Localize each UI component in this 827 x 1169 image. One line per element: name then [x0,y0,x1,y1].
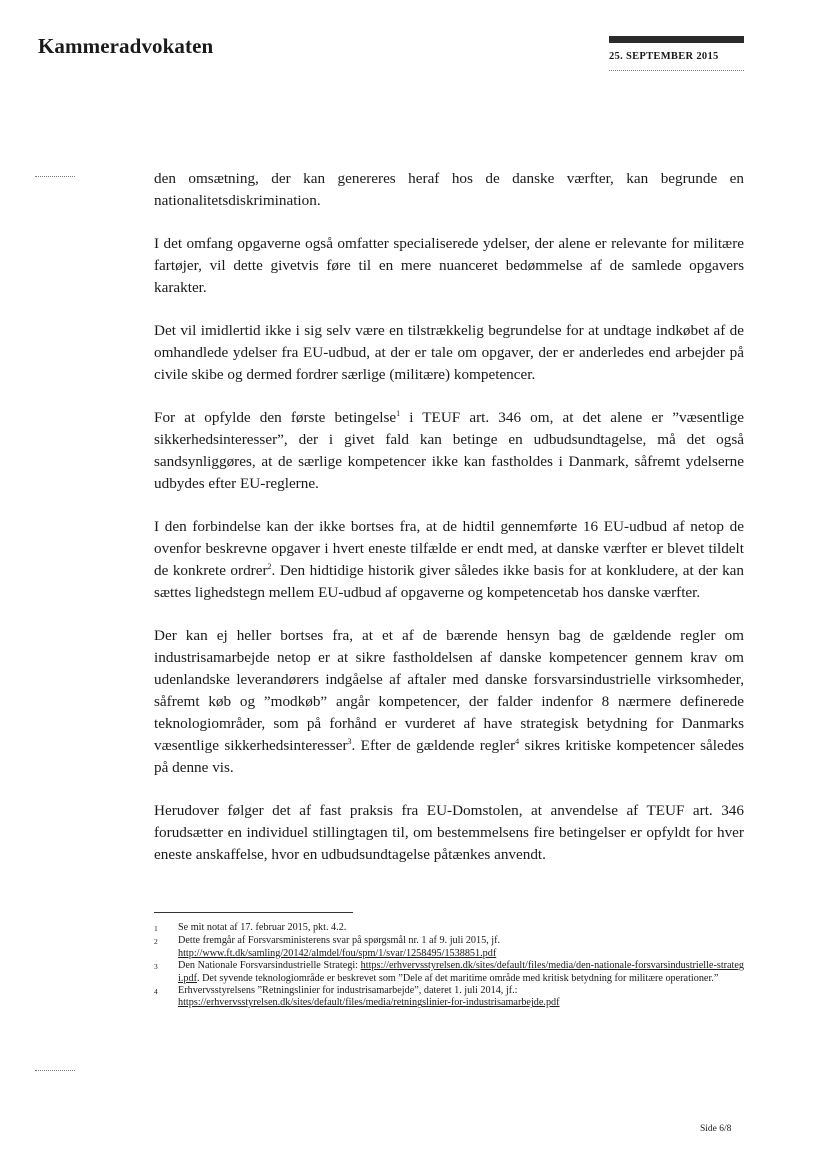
footnote-ref-3[interactable]: 3 [347,736,352,746]
footnote-1 [154,922,744,935]
page-number: Side 6/8 [700,1124,732,1134]
header-bar [609,36,744,43]
margin-mark-bottom [35,1070,75,1071]
footnote-ref-2[interactable]: 2 [267,561,272,571]
margin-mark-top [35,176,75,177]
firm-logo: Kammeradvokaten [38,34,214,58]
paragraph-4 [154,407,744,495]
footnote-text: Se mit notat af 17. februar 2015, pkt. 4.2. [178,922,347,933]
date-divider [609,70,744,71]
footnote-3 [154,960,744,985]
footnote-4 [154,985,744,1010]
footnote-text: Den Nationale Forsvarsindustrielle Strategi: [178,960,358,972]
paragraph-4-text-a: For at opfylde den første betingelse [154,409,397,426]
paragraph-5 [154,516,744,604]
footnote-number: 3 [154,962,158,972]
paragraph-5-text-a: I den forbindelse kan der ikke bortses fra, at de hidtil gennemførte 16 EU-udbud af netop de ovenfor beskrevne opgaver i hvert eneste tilfælde er endt med, at danske værfter er blevet tildelt de konkrete ordrer [154,518,744,579]
paragraph-2: I det omfang opgaverne også omfatter specialiserede ydelser, der alene er relevante for militære fartøjer, vil dette givetvis føre til en mere nuanceret bedømmelse af de samlede opgavers karakter. [154,235,744,296]
footnote-ref-1[interactable]: 1 [396,408,401,418]
footnote-ref-4[interactable]: 4 [515,736,520,746]
footnote-link[interactable]: http://www.ft.dk/samling/20142/almdel/fou/spm/1/svar/1258495/1538851.pdf [178,947,497,959]
document-date: 25. SEPTEMBER 2015 [609,51,719,62]
document-body [154,168,744,887]
paragraph-7: Herudover følger det af fast praksis fra EU-Domstolen, at anvendelse af TEUF art. 346 forudsætter en individuel stillingtagen til, om bestemmelsens fire betingelser er opfyldt for hver eneste anskaffelse, hvor en udbudsundtagelse påtænkes anvendt. [154,802,744,863]
paragraph-1: den omsætning, der kan genereres heraf hos de danske værfter, kan begrunde en nationalitetsdiskrimination. [154,170,744,209]
paragraph-6-text-c: sikres kritiske kompetencer således på denne vis. [154,737,745,776]
footnote-text: Dette fremgår af Forsvarsministerens svar på spørgsmål nr. 1 af 9. juli 2015, jf. [178,935,501,947]
paragraph-6-text-a: Der kan ej heller bortses fra, at et af de bærende hensyn bag de gældende regler om industrisamarbejde netop er at sikre fastholdelsen af danske kompetencer gennem krav om udenlandske leverandørers indgåelse af aftaler med danske forsvarsindustrielle virksomheder, såfremt køb og ”modkøb” angår kompetencer, der falder indenfor 8 nærmere definerede teknologiområder, som på forhånd er vurderet af have strategisk betydning for Danmarks væsentlige sikkerhedsinteresser [154,627,744,754]
paragraph-6-text-b: . Efter de gældende regler [351,737,516,754]
footnote-2 [154,935,744,960]
paragraph-4-text-b: i TEUF art. 346 om, at det alene er ”væsentlige sikkerhedsinteresser”, der i givet fald kan betinge en udbudsundtagelse, må det også sandsynliggøres, at de særlige kompetencer ikke kan fastholdes i Danmark, såfremt ydelserne udbydes efter EU-reglerne. [154,409,744,492]
footnote-link[interactable]: https://erhvervsstyrelsen.dk/sites/default/files/media/retningslinier-for-industrisamarbejde.pdf [178,997,560,1009]
footnotes [154,922,744,1010]
paragraph-3: Det vil imidlertid ikke i sig selv være en tilstrækkelig begrundelse for at undtage indkøbet af de omhandlede ydelser fra EU-udbud, at der er tale om opgaver, der er anderledes end arbejder på civile skibe og dermed fordrer særlige (militære) kompetencer. [154,322,744,383]
footnote-number: 1 [154,924,158,933]
paragraph-5-text-b: . Den hidtidige historik giver således ikke basis for at konkludere, at der kan sættes lighedstegn mellem EU-udbud af opgaverne og kompetencetab hos danske værfter. [154,562,744,601]
footnote-number: 4 [154,987,158,997]
footnote-text-cont: . Det syvende teknologiområde er beskrevet som ”Dele af det maritime område med kritisk betydning for militære operationer.” [196,972,719,984]
footnote-link[interactable]: https://erhvervsstyrelsen.dk/sites/default/files/media/den-nationale-forsvarsindustrielle-strategi.pdf [178,960,745,984]
footnote-text: Erhvervsstyrelsens ”Retningslinier for industrisamarbejde”, dateret 1. juli 2014, jf.: [178,985,518,997]
footnote-divider [154,912,353,913]
footnote-number: 2 [154,937,158,947]
paragraph-6 [154,625,744,779]
